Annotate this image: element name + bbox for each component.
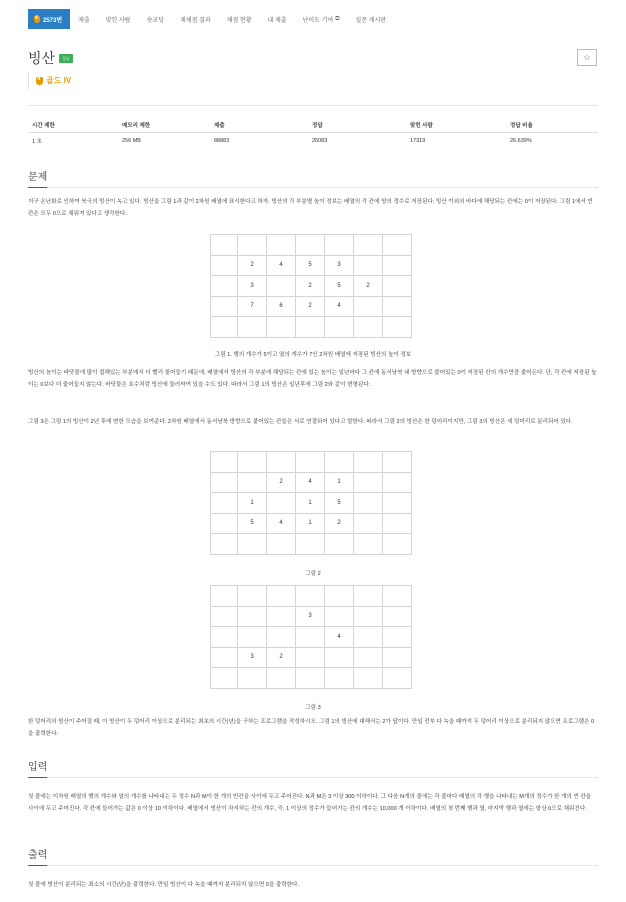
grid-cell bbox=[383, 235, 412, 256]
grid-cell bbox=[383, 255, 412, 276]
grid-cell bbox=[211, 317, 238, 338]
grid-cell bbox=[211, 276, 238, 297]
grid-cell bbox=[211, 534, 238, 555]
grid-cell bbox=[238, 534, 267, 555]
grid-cell bbox=[325, 534, 354, 555]
grid-cell bbox=[267, 276, 296, 297]
problem-info-table bbox=[28, 117, 598, 149]
grid-cell: 2 bbox=[267, 647, 296, 668]
grid-row bbox=[211, 513, 412, 534]
grid-cell: 2 bbox=[354, 276, 383, 297]
grid-cell bbox=[325, 668, 354, 689]
section-underline bbox=[28, 865, 598, 867]
figure-2-caption: 그림 2 bbox=[305, 571, 321, 577]
grid-cell: 4 bbox=[296, 472, 325, 493]
grid-cell: 3 bbox=[238, 276, 267, 297]
grid-row bbox=[211, 668, 412, 689]
grid-cell bbox=[383, 452, 412, 473]
grid-cell: 1 bbox=[296, 513, 325, 534]
submissions-value: 88883 bbox=[214, 138, 230, 144]
grid-cell bbox=[354, 606, 383, 627]
grid-cell: 5 bbox=[325, 493, 354, 514]
grid-cell bbox=[296, 534, 325, 555]
grid-cell bbox=[383, 606, 412, 627]
grid-cell bbox=[296, 452, 325, 473]
table-header-row bbox=[28, 117, 598, 133]
grid-cell: 2 bbox=[325, 513, 354, 534]
tier-label: 골드 IV bbox=[46, 76, 72, 85]
section-problem-header bbox=[28, 168, 598, 189]
table-row bbox=[28, 133, 598, 149]
problem-paragraph-1: 지구 온난화로 인하여 북극의 빙산이 녹고 있다. 빙산을 그림 1과 같이 2차원 배열에 표시한다고 하자. 빙산의 각 부분별 높이 정보는 배열의 각 칸에 양의 정수로 저장된다. 빙산 이외의 바다에 해당되는 칸에는 0이 저장된다. 그림 1에서 빈칸은 모두 0으로 채워져 있다고 생각한다. bbox=[28, 199, 593, 218]
grid-cell bbox=[354, 472, 383, 493]
grid-cell bbox=[325, 452, 354, 473]
grid-cell bbox=[238, 606, 267, 627]
grid-cell bbox=[354, 513, 383, 534]
grid-cell: 6 bbox=[267, 296, 296, 317]
section-output-header bbox=[28, 846, 598, 867]
nav-tab-solved-users[interactable]: 맞힌 사람 bbox=[105, 17, 131, 24]
grid-cell bbox=[383, 627, 412, 648]
figure-2-grid bbox=[210, 451, 412, 555]
nav-tab-board[interactable]: 질문 게시판 bbox=[355, 17, 387, 24]
nav-tab-rejudge[interactable]: 재채점 결과 bbox=[180, 17, 211, 24]
nav-tab-submit[interactable]: 제출 bbox=[78, 17, 90, 24]
grid-cell bbox=[211, 586, 238, 607]
grid-cell bbox=[296, 317, 325, 338]
nav-tab-status[interactable]: 채점 현황 bbox=[226, 17, 252, 24]
grid-row bbox=[211, 606, 412, 627]
grid-cell bbox=[383, 296, 412, 317]
grid-cell bbox=[296, 627, 325, 648]
grid-cell bbox=[383, 317, 412, 338]
gold-tier-icon bbox=[34, 16, 40, 23]
grid-cell bbox=[238, 668, 267, 689]
grid-cell bbox=[354, 647, 383, 668]
grid-cell bbox=[296, 647, 325, 668]
memory-limit-value: 256 MB bbox=[122, 138, 141, 144]
grid-cell bbox=[354, 534, 383, 555]
grid-cell: 1 bbox=[238, 493, 267, 514]
grid-cell bbox=[354, 255, 383, 276]
nav-tab-problem[interactable]: 4 2573번 bbox=[28, 9, 70, 29]
grid-cell bbox=[238, 235, 267, 256]
grid-cell: 2 bbox=[296, 276, 325, 297]
figure-1-caption: 그림 1. 행의 개수가 5이고 열의 개수가 7인 2차원 배열에 저장된 빙산의 높이 정보 bbox=[214, 352, 412, 358]
divider bbox=[28, 105, 598, 106]
tier-row bbox=[28, 72, 71, 89]
figure-3-grid bbox=[210, 585, 412, 689]
grid-cell: 4 bbox=[325, 627, 354, 648]
grid-cell bbox=[354, 493, 383, 514]
grid-row bbox=[211, 627, 412, 648]
grid-row bbox=[211, 472, 412, 493]
grid-cell bbox=[383, 647, 412, 668]
grid-cell bbox=[325, 317, 354, 338]
gold-tier-icon: 4 bbox=[36, 77, 43, 85]
grid-cell bbox=[383, 513, 412, 534]
problem-nav bbox=[28, 9, 394, 29]
grid-cell bbox=[325, 586, 354, 607]
header-memory-limit: 메모리 제한 bbox=[122, 122, 151, 129]
grid-cell bbox=[238, 452, 267, 473]
grid-cell bbox=[211, 235, 238, 256]
grid-row bbox=[211, 452, 412, 473]
time-limit-value: 1 초 bbox=[32, 139, 42, 145]
nav-tab-my-submissions[interactable]: 내 제출 bbox=[267, 17, 287, 24]
nav-tab-short-coding[interactable]: 숏코딩 bbox=[146, 17, 164, 24]
header-solved-users: 맞힌 사람 bbox=[410, 122, 433, 129]
grid-cell bbox=[211, 606, 238, 627]
grid-cell bbox=[354, 235, 383, 256]
grid-cell bbox=[267, 668, 296, 689]
grid-cell bbox=[211, 668, 238, 689]
grid-cell bbox=[267, 235, 296, 256]
solved-users-value: 17319 bbox=[410, 138, 426, 144]
grid-row bbox=[211, 296, 412, 317]
star-icon: ☆ bbox=[583, 53, 591, 62]
grid-cell: 1 bbox=[325, 472, 354, 493]
grid-row bbox=[211, 235, 412, 256]
grid-cell bbox=[238, 317, 267, 338]
favorite-star-button[interactable] bbox=[577, 49, 597, 66]
grid-cell bbox=[296, 668, 325, 689]
grid-cell bbox=[211, 452, 238, 473]
grid-cell bbox=[267, 452, 296, 473]
section-title-problem: 문제 bbox=[28, 172, 48, 183]
grid-cell: 1 bbox=[296, 493, 325, 514]
accept-ratio-value: 26.639% bbox=[510, 138, 532, 144]
grid-cell: 5 bbox=[296, 255, 325, 276]
grid-cell bbox=[267, 534, 296, 555]
grid-cell: 4 bbox=[267, 255, 296, 276]
grid-row bbox=[211, 276, 412, 297]
grid-cell bbox=[325, 647, 354, 668]
grid-cell bbox=[325, 235, 354, 256]
header-submissions: 제출 bbox=[214, 122, 225, 129]
grid-cell: 3 bbox=[296, 606, 325, 627]
grid-cell bbox=[354, 452, 383, 473]
grid-cell: 5 bbox=[238, 513, 267, 534]
header-time-limit: 시간 제한 bbox=[32, 122, 55, 129]
grid-cell bbox=[296, 586, 325, 607]
page-title: 빙산 bbox=[28, 50, 56, 66]
grid-cell bbox=[383, 276, 412, 297]
grid-cell bbox=[211, 472, 238, 493]
grid-cell bbox=[238, 472, 267, 493]
section-title-output: 출력 bbox=[28, 850, 48, 861]
problem-paragraph-2: 빙산의 높이는 바닷물에 많이 접해있는 부분에서 더 빨리 줄어들기 때문에, 배열에서 빙산의 각 부분에 해당되는 칸에 있는 높이는 일년마다 그 칸에 동서남북 네 방향으로 붙어있는 0이 저장된 칸의 개수만큼 줄어든다. 단, 각 칸에 저장된 높이는 0보다 더 줄어들지 않는다. 바닷물은 호수처럼 빙산에 둘러싸여 있을 수도 있다. 따라서 그림 1의 빙산은 일년후에 그림 2와 같이 변형된다. bbox=[28, 370, 597, 389]
grid-cell bbox=[267, 317, 296, 338]
section-underline bbox=[28, 187, 598, 189]
grid-cell: 2 bbox=[238, 255, 267, 276]
grid-cell bbox=[383, 586, 412, 607]
grid-cell bbox=[267, 627, 296, 648]
grid-cell bbox=[383, 472, 412, 493]
accepted-value: 26083 bbox=[312, 138, 328, 144]
grid-cell bbox=[354, 296, 383, 317]
grid-cell bbox=[211, 296, 238, 317]
grid-row bbox=[211, 317, 412, 338]
grid-cell bbox=[211, 513, 238, 534]
section-title-input: 입력 bbox=[28, 762, 48, 773]
grid-cell bbox=[211, 255, 238, 276]
status-badge: 성공 bbox=[59, 54, 73, 63]
grid-row bbox=[211, 586, 412, 607]
nav-tab-difficulty[interactable]: 난이도 기여 ⧉ bbox=[302, 15, 340, 24]
grid-cell: 7 bbox=[238, 296, 267, 317]
grid-cell bbox=[211, 647, 238, 668]
title-row bbox=[28, 48, 73, 68]
grid-cell: 5 bbox=[325, 276, 354, 297]
grid-cell bbox=[296, 235, 325, 256]
external-link-icon: ⧉ bbox=[335, 15, 340, 22]
grid-cell: 4 bbox=[267, 513, 296, 534]
grid-row bbox=[211, 534, 412, 555]
section-input-header bbox=[28, 758, 598, 779]
grid-cell bbox=[354, 627, 383, 648]
figure-1-grid bbox=[210, 234, 412, 338]
header-accepted: 정답 bbox=[312, 122, 323, 129]
grid-cell bbox=[325, 606, 354, 627]
grid-cell bbox=[238, 627, 267, 648]
grid-cell bbox=[354, 317, 383, 338]
section-underline bbox=[28, 777, 598, 779]
grid-cell bbox=[211, 493, 238, 514]
grid-cell bbox=[383, 493, 412, 514]
grid-cell bbox=[267, 606, 296, 627]
grid-cell: 3 bbox=[325, 255, 354, 276]
input-description: 첫 줄에는 이차원 배열의 행의 개수와 열의 개수를 나타내는 두 정수 N과 M이 한 개의 빈칸을 사이에 두고 주어진다. N과 M은 3 이상 300 이하이다. 그 다음 N개의 줄에는 각 줄마다 배열의 각 행을 나타내는 M개의 정수가 한 개의 빈 칸을 사이에 두고 주어진다. 각 칸에 들어가는 값은 0 이상 10 이하이다. 배열에서 빙산이 차지하는 칸의 개수, 즉, 1 이상의 정수가 들어가는 칸의 개수는 10,000 개 이하이다. 배열의 첫 번째 행과 열, 마지막 행과 열에는 항상 0으로 채워진다. bbox=[28, 794, 592, 813]
grid-cell bbox=[383, 668, 412, 689]
problem-paragraph-4: 한 덩어리의 빙산이 주어질 때, 이 빙산이 두 덩어리 이상으로 분리되는 최초의 시간(년)을 구하는 프로그램을 작성하시오. 그림 1의 빙산에 대해서는 2가 답이다. 만일 전부 다 녹을 때까지 두 덩어리 이상으로 분리되지 않으면 프로그램은 0을 출력한다. bbox=[28, 719, 595, 738]
grid-row bbox=[211, 493, 412, 514]
grid-cell: 2 bbox=[267, 472, 296, 493]
grid-row bbox=[211, 255, 412, 276]
grid-cell bbox=[383, 534, 412, 555]
figure-3-caption: 그림 3 bbox=[305, 705, 321, 711]
grid-cell: 4 bbox=[325, 296, 354, 317]
grid-cell bbox=[354, 586, 383, 607]
grid-row bbox=[211, 647, 412, 668]
output-description: 첫 줄에 빙산이 분리되는 최소의 시간(년)을 출력한다. 만일 빙산이 다 녹을 때까지 분리되지 않으면 0을 출력한다. bbox=[28, 882, 300, 888]
grid-cell bbox=[211, 627, 238, 648]
grid-cell bbox=[238, 586, 267, 607]
grid-cell bbox=[354, 668, 383, 689]
grid-cell: 3 bbox=[238, 647, 267, 668]
problem-paragraph-3: 그림 3은 그림 1의 빙산이 2년 후에 변한 모습을 보여준다. 2차원 배열에서 동서남북 방향으로 붙어있는 칸들은 서로 연결되어 있다고 말한다. 따라서 그림 2의 빙산은 한 덩어리이지만, 그림 3의 빙산은 세 덩어리로 분리되어 있다. bbox=[28, 419, 573, 425]
grid-cell bbox=[267, 586, 296, 607]
header-accept-ratio: 정답 비율 bbox=[510, 122, 533, 129]
grid-cell: 2 bbox=[296, 296, 325, 317]
grid-cell bbox=[267, 493, 296, 514]
